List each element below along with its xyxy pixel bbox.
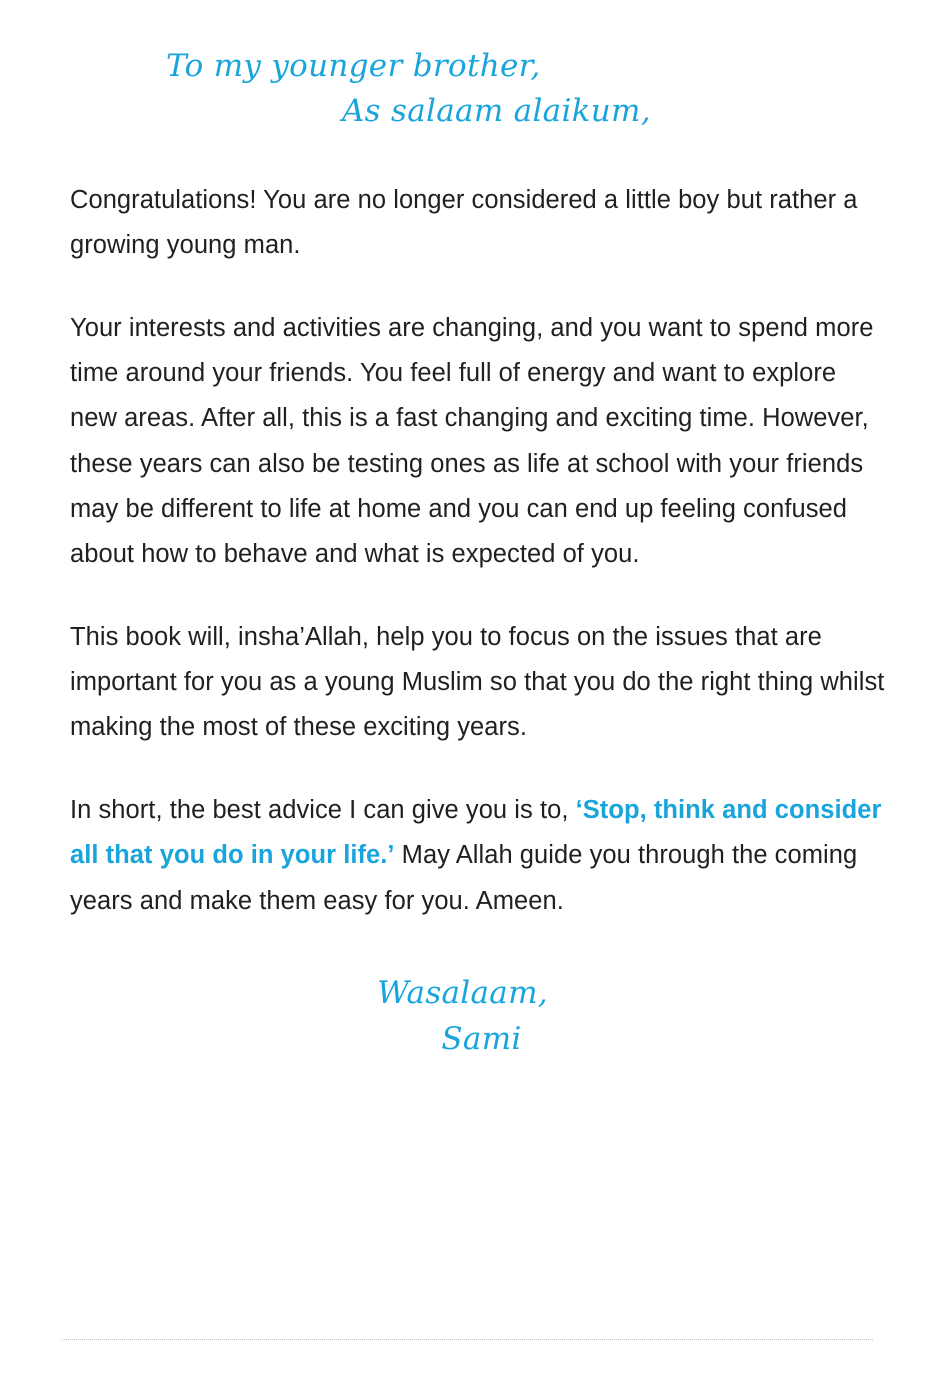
closing-highlight-quote: ‘Stop, think and consider all that you do in your life.’	[70, 796, 882, 870]
salutation-block	[0, 0, 935, 134]
closing-tail-text: May Allah guide you through the coming years and make them easy for you. Ameen.	[70, 841, 858, 915]
footer-divider	[62, 1339, 873, 1340]
paragraph-3: This book will, insha’Allah, help you to focus on the issues that are important for you as a young Muslim so that you do the right thing whilst making the most of these exciting years.	[70, 622, 885, 742]
signoff-block	[70, 970, 885, 1063]
paragraph-1: Congratulations! You are no longer considered a little boy but rather a growing young man.	[70, 185, 858, 259]
salutation-line-2: As salaam alaikum,	[342, 92, 651, 129]
paragraph-2: Your interests and activities are changing, and you want to spend more time around your friends. You feel full of energy and want to explore new areas. After all, this is a fast changing and exciting time. However, these years can also be testing ones as life at school with your friends may be different to life at home and you can end up feeling confused about how to behave and what is expected of you.	[70, 314, 874, 568]
letter-body	[0, 178, 935, 1063]
closing-paragraph	[70, 788, 885, 923]
signoff-line-name: Sami	[441, 1021, 522, 1058]
closing-lead-text: In short, the best advice I can give you is to,	[70, 796, 576, 825]
signoff-line-wasalaam: Wasalaam,	[377, 974, 548, 1011]
salutation-line-1: To my younger brother,	[166, 48, 541, 84]
